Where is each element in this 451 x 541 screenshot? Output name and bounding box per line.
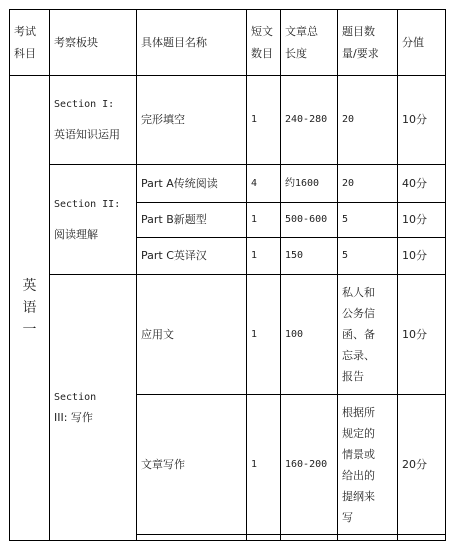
header-passage-count: 短文 数目 (247, 10, 281, 76)
question-requirement: 根据所 规定的 情景或 给出的 提纲来 写 (338, 395, 398, 535)
question-name: Part B新题型 (137, 203, 247, 238)
empty-cell (137, 535, 247, 541)
passage-count: 4 (247, 165, 281, 203)
header-exam-subject: 考试 科目 (10, 10, 50, 76)
total-length: 500-600 (281, 203, 338, 238)
empty-cell (281, 535, 338, 541)
empty-cell (338, 535, 398, 541)
score: 10分 (398, 203, 446, 238)
header-question-requirement: 题目数 量/要求 (338, 10, 398, 76)
passage-count: 1 (247, 395, 281, 535)
section-1-cell: Section I: 英语知识运用 (50, 76, 137, 165)
empty-cell (247, 535, 281, 541)
question-name: 完形填空 (137, 76, 247, 165)
exam-structure-table (9, 9, 446, 541)
passage-count: 1 (247, 203, 281, 238)
question-requirement: 5 (338, 238, 398, 275)
question-requirement: 5 (338, 203, 398, 238)
question-requirement: 私人和 公务信 函、备 忘录、 报告 (338, 275, 398, 395)
table-row (10, 275, 446, 395)
section-2-cell: Section II: 阅读理解 (50, 165, 137, 275)
passage-count: 1 (247, 76, 281, 165)
table-row (10, 76, 446, 165)
question-requirement: 20 (338, 76, 398, 165)
header-module: 考察板块 (50, 10, 137, 76)
question-requirement: 20 (338, 165, 398, 203)
total-length: 240-280 (281, 76, 338, 165)
question-name: 文章写作 (137, 395, 247, 535)
header-score: 分值 (398, 10, 446, 76)
score: 10分 (398, 275, 446, 395)
table-row (10, 165, 446, 203)
passage-count: 1 (247, 275, 281, 395)
header-question-name: 具体题目名称 (137, 10, 247, 76)
header-total-length: 文章总 长度 (281, 10, 338, 76)
score: 10分 (398, 76, 446, 165)
score: 40分 (398, 165, 446, 203)
total-length: 160-200 (281, 395, 338, 535)
total-length: 约1600 (281, 165, 338, 203)
total-length: 150 (281, 238, 338, 275)
section-3-cell: Section III: 写作 (50, 275, 137, 541)
question-name: Part A传统阅读 (137, 165, 247, 203)
score: 10分 (398, 238, 446, 275)
header-row (10, 10, 446, 76)
passage-count: 1 (247, 238, 281, 275)
score: 20分 (398, 395, 446, 535)
total-length: 100 (281, 275, 338, 395)
question-name: 应用文 (137, 275, 247, 395)
subject-cell: 英 语 一 (10, 76, 50, 541)
empty-cell (398, 535, 446, 541)
question-name: Part C英译汉 (137, 238, 247, 275)
